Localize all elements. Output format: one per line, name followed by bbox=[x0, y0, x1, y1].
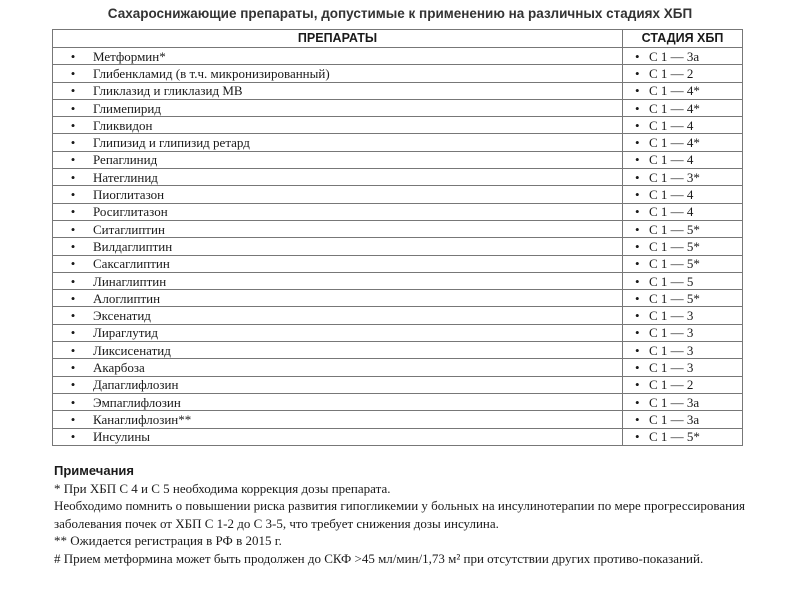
drug-cell bbox=[53, 428, 623, 445]
header-drugs: ПРЕПАРАТЫ bbox=[53, 30, 623, 48]
table-row bbox=[53, 151, 743, 168]
drug-cell bbox=[53, 134, 623, 151]
bullet-icon: • bbox=[70, 117, 76, 133]
drug-name: Репаглинид bbox=[93, 152, 158, 168]
ckd-stage: С 1 — 2 bbox=[649, 65, 694, 81]
ckd-stage: С 1 — 5* bbox=[649, 238, 700, 254]
bullet-icon: • bbox=[635, 221, 640, 237]
table-row bbox=[53, 169, 743, 186]
ckd-stage: С 1 — 3а bbox=[649, 411, 700, 427]
table-row bbox=[53, 411, 743, 428]
drug-cell bbox=[53, 82, 623, 99]
stage-cell bbox=[623, 411, 743, 428]
bullet-icon: • bbox=[70, 48, 76, 64]
table-row bbox=[53, 82, 743, 99]
drug-name: Росиглитазон bbox=[93, 204, 168, 220]
drug-cell bbox=[53, 186, 623, 203]
drug-cell bbox=[53, 411, 623, 428]
table-row bbox=[53, 117, 743, 134]
bullet-icon: • bbox=[70, 135, 76, 151]
drug-cell bbox=[53, 65, 623, 82]
drug-name: Вилдаглиптин bbox=[93, 238, 173, 254]
drug-name: Натеглинид bbox=[93, 169, 158, 185]
table-row bbox=[53, 238, 743, 255]
stage-cell bbox=[623, 186, 743, 203]
bullet-icon: • bbox=[635, 65, 640, 81]
drug-name: Акарбоза bbox=[93, 359, 145, 375]
stage-cell bbox=[623, 428, 743, 445]
bullet-icon: • bbox=[635, 359, 640, 375]
ckd-stage: С 1 — 5 bbox=[649, 273, 694, 289]
ckd-stage: С 1 — 3 bbox=[649, 342, 694, 358]
ckd-stage: С 1 — 5* bbox=[649, 429, 700, 445]
bullet-icon: • bbox=[635, 135, 640, 151]
drug-cell bbox=[53, 290, 623, 307]
stage-cell bbox=[623, 117, 743, 134]
ckd-stage: С 1 — 5* bbox=[649, 256, 700, 272]
bullet-icon: • bbox=[635, 117, 640, 133]
bullet-icon: • bbox=[635, 411, 640, 427]
bullet-icon: • bbox=[70, 325, 76, 341]
drug-name: Глибенкламид (в т.ч. микронизированный) bbox=[93, 65, 330, 81]
ckd-stage: С 1 — 5* bbox=[649, 290, 700, 306]
bullet-icon: • bbox=[635, 429, 640, 445]
drug-name: Алоглиптин bbox=[93, 290, 161, 306]
ckd-stage: С 1 — 4 bbox=[649, 152, 694, 168]
drug-name: Канаглифлозин** bbox=[93, 411, 192, 427]
ckd-stage: С 1 — 4* bbox=[649, 135, 700, 151]
ckd-stage: С 1 — 2 bbox=[649, 377, 694, 393]
bullet-icon: • bbox=[70, 83, 76, 99]
ckd-stage: С 1 — 3* bbox=[649, 169, 700, 185]
ckd-stage: С 1 — 4 bbox=[649, 187, 694, 203]
table-row bbox=[53, 220, 743, 237]
ckd-stage: С 1 — 4* bbox=[649, 83, 700, 99]
bullet-icon: • bbox=[635, 325, 640, 341]
notes-section bbox=[54, 462, 754, 567]
drug-cell bbox=[53, 169, 623, 186]
stage-cell bbox=[623, 324, 743, 341]
stage-cell bbox=[623, 376, 743, 393]
ckd-stage: С 1 — 3 bbox=[649, 325, 694, 341]
drug-name: Гликлазид и гликлазид МВ bbox=[93, 83, 243, 99]
stage-cell bbox=[623, 151, 743, 168]
stage-cell bbox=[623, 359, 743, 376]
stage-cell bbox=[623, 290, 743, 307]
stage-cell bbox=[623, 48, 743, 65]
stage-cell bbox=[623, 393, 743, 410]
ckd-stage: С 1 — 4 bbox=[649, 117, 694, 133]
bullet-icon: • bbox=[70, 100, 76, 116]
bullet-icon: • bbox=[70, 342, 76, 358]
stage-cell bbox=[623, 342, 743, 359]
bullet-icon: • bbox=[70, 273, 76, 289]
table-row bbox=[53, 272, 743, 289]
drug-cell bbox=[53, 324, 623, 341]
stage-cell bbox=[623, 220, 743, 237]
table-row bbox=[53, 48, 743, 65]
stage-cell bbox=[623, 99, 743, 116]
drug-name: Глипизид и глипизид ретард bbox=[93, 135, 250, 151]
stage-cell bbox=[623, 134, 743, 151]
bullet-icon: • bbox=[635, 204, 640, 220]
table-row bbox=[53, 342, 743, 359]
drug-name: Инсулины bbox=[93, 429, 151, 445]
ckd-stage: С 1 — 3а bbox=[649, 48, 700, 64]
drug-cell bbox=[53, 220, 623, 237]
drug-name: Эксенатид bbox=[93, 308, 151, 324]
bullet-icon: • bbox=[635, 308, 640, 324]
bullet-icon: • bbox=[70, 256, 76, 272]
bullet-icon: • bbox=[635, 394, 640, 410]
ckd-stage: С 1 — 4* bbox=[649, 100, 700, 116]
table-row bbox=[53, 428, 743, 445]
ckd-stage: С 1 — 4 bbox=[649, 204, 694, 220]
stage-cell bbox=[623, 255, 743, 272]
stage-cell bbox=[623, 65, 743, 82]
table-row bbox=[53, 99, 743, 116]
table-row bbox=[53, 307, 743, 324]
drug-cell bbox=[53, 238, 623, 255]
table-row bbox=[53, 359, 743, 376]
drug-cell bbox=[53, 359, 623, 376]
bullet-icon: • bbox=[635, 169, 640, 185]
drug-name: Глимепирид bbox=[93, 100, 161, 116]
bullet-icon: • bbox=[70, 308, 76, 324]
bullet-icon: • bbox=[635, 342, 640, 358]
notes-heading: Примечания bbox=[54, 463, 135, 478]
drug-name: Ситаглиптин bbox=[93, 221, 165, 237]
drug-name: Эмпаглифлозин bbox=[93, 394, 181, 410]
stage-cell bbox=[623, 169, 743, 186]
table-row bbox=[53, 324, 743, 341]
bullet-icon: • bbox=[635, 83, 640, 99]
bullet-icon: • bbox=[635, 100, 640, 116]
bullet-icon: • bbox=[70, 238, 76, 254]
table-header-row bbox=[53, 30, 743, 48]
drug-name: Пиоглитазон bbox=[93, 187, 165, 203]
drug-cell bbox=[53, 255, 623, 272]
ckd-stage: С 1 — 3 bbox=[649, 359, 694, 375]
bullet-icon: • bbox=[70, 65, 76, 81]
table-row bbox=[53, 186, 743, 203]
stage-cell bbox=[623, 82, 743, 99]
ckd-stage: С 1 — 5* bbox=[649, 221, 700, 237]
note-line: * При ХБП С 4 и С 5 необходима коррекция дозы препарата. bbox=[54, 480, 391, 496]
bullet-icon: • bbox=[70, 411, 76, 427]
bullet-icon: • bbox=[70, 169, 76, 185]
header-ckd-stage: СТАДИЯ ХБП bbox=[623, 30, 743, 48]
table-row bbox=[53, 290, 743, 307]
drug-cell bbox=[53, 203, 623, 220]
drug-name: Лираглутид bbox=[93, 325, 158, 341]
bullet-icon: • bbox=[70, 359, 76, 375]
bullet-icon: • bbox=[635, 377, 640, 393]
note-line: ** Ожидается регистрация в РФ в 2015 г. bbox=[54, 533, 282, 548]
drug-cell bbox=[53, 48, 623, 65]
note-line: # Прием метформина может быть продолжен до СКФ >45 мл/мин/1,73 м² при отсутствии других противо-показаний. bbox=[54, 550, 704, 566]
table-row bbox=[53, 255, 743, 272]
stage-cell bbox=[623, 238, 743, 255]
bullet-icon: • bbox=[70, 290, 76, 306]
table-row bbox=[53, 203, 743, 220]
bullet-icon: • bbox=[70, 429, 76, 445]
bullet-icon: • bbox=[635, 48, 640, 64]
table-row bbox=[53, 393, 743, 410]
ckd-stage: С 1 — 3а bbox=[649, 394, 700, 410]
bullet-icon: • bbox=[635, 152, 640, 168]
drug-name: Метформин* bbox=[93, 48, 166, 64]
stage-cell bbox=[623, 203, 743, 220]
bullet-icon: • bbox=[635, 238, 640, 254]
bullet-icon: • bbox=[70, 187, 76, 203]
bullet-icon: • bbox=[70, 152, 76, 168]
drug-name: Линаглиптин bbox=[93, 273, 167, 289]
bullet-icon: • bbox=[70, 204, 76, 220]
drug-name: Гликвидон bbox=[93, 117, 153, 133]
drug-cell bbox=[53, 117, 623, 134]
drug-cell bbox=[53, 272, 623, 289]
table-body bbox=[53, 48, 743, 446]
table-row bbox=[53, 134, 743, 151]
drug-cell bbox=[53, 376, 623, 393]
note-line: Необходимо помнить о повышении риска развития гипогликемии у больных на инсулинотерапии по мере прогрессирования заболевания почек от ХБП С 1-2 до С 3-5, что требует снижения дозы инсулина. bbox=[54, 498, 745, 531]
table-row bbox=[53, 65, 743, 82]
drugs-table bbox=[52, 29, 743, 446]
drug-name: Саксаглиптин bbox=[93, 256, 170, 272]
drug-cell bbox=[53, 393, 623, 410]
drug-cell bbox=[53, 99, 623, 116]
bullet-icon: • bbox=[635, 256, 640, 272]
bullet-icon: • bbox=[635, 187, 640, 203]
stage-cell bbox=[623, 272, 743, 289]
stage-cell bbox=[623, 307, 743, 324]
drug-name: Ликсисенатид bbox=[93, 342, 171, 358]
drug-cell bbox=[53, 151, 623, 168]
page-title: Сахароснижающие препараты, допустимые к применению на различных стадиях ХБП bbox=[107, 6, 693, 21]
drug-cell bbox=[53, 342, 623, 359]
table-row bbox=[53, 376, 743, 393]
bullet-icon: • bbox=[635, 273, 640, 289]
ckd-stage: С 1 — 3 bbox=[649, 308, 694, 324]
bullet-icon: • bbox=[70, 377, 76, 393]
bullet-icon: • bbox=[635, 290, 640, 306]
drug-name: Дапаглифлозин bbox=[93, 377, 179, 393]
drug-cell bbox=[53, 307, 623, 324]
bullet-icon: • bbox=[70, 221, 76, 237]
bullet-icon: • bbox=[70, 394, 76, 410]
